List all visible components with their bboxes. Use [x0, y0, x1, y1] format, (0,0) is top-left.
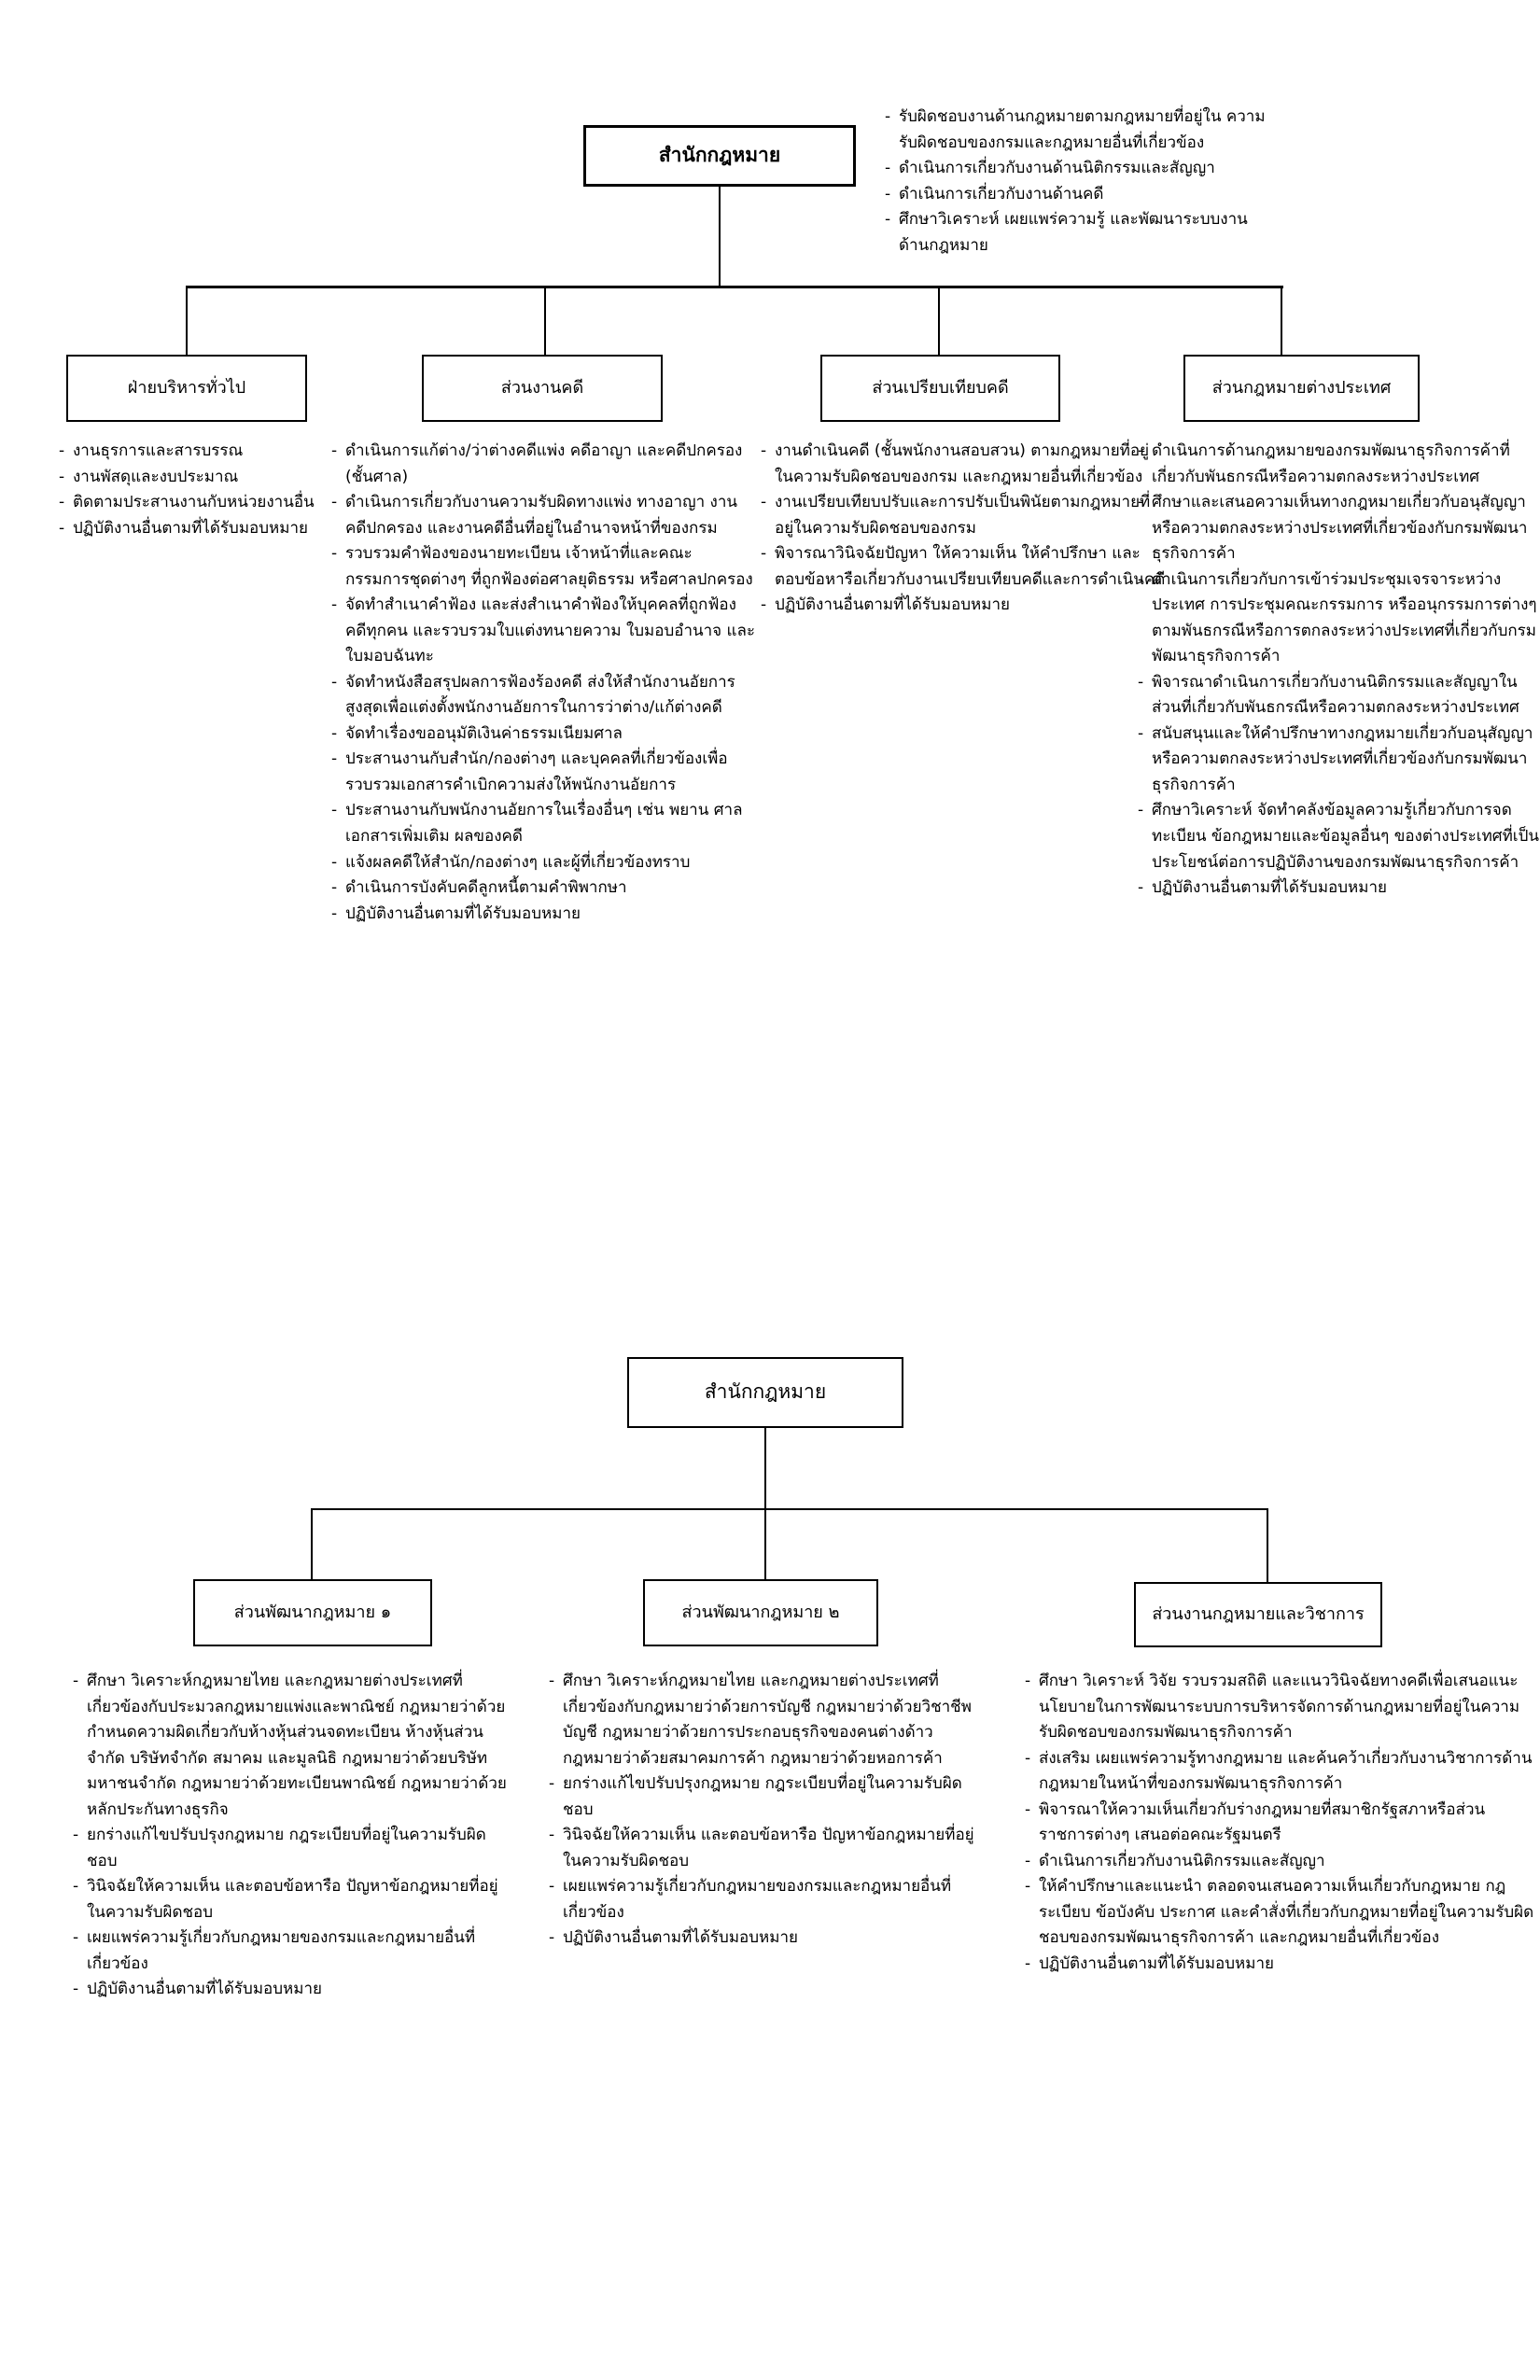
duties-legal-academic — [1022, 1669, 1537, 1977]
dept-label: ฝ่ายบริหารทั่วไป — [127, 378, 246, 399]
duty-item: - งานพัสดุและงบประมาณ — [56, 465, 341, 491]
duty-item: - ศึกษาวิเคราะห์ จัดทำคลังข้อมูลความรู้เกี่ยวกับการจดทะเบียน ข้อกฎหมายและข้อมูลอื่นๆ ของต่างประเทศที่เป็นประโยชน์ต่อการปฏิบัติงานของกรมพัฒนาธุรกิจการค้า — [1135, 798, 1540, 875]
duty-item: - ดำเนินการด้านกฎหมายของกรมพัฒนาธุรกิจการค้าที่เกี่ยวกับพันธกรณีหรือความตกลงระหว่างประเทศ — [1135, 439, 1540, 490]
duty-item: - เผยแพร่ความรู้เกี่ยวกับกฎหมายของกรมและกฎหมายอื่นที่เกี่ยวข้อง — [70, 1925, 513, 1977]
duties-litigation — [329, 439, 756, 927]
connector-stub-2-1 — [311, 1508, 313, 1579]
duty-item: - ดำเนินการเกี่ยวกับงานนิติกรรมและสัญญา — [1022, 1849, 1537, 1875]
duty-item: - ศึกษา วิเคราะห์ วิจัย รวบรวมสถิติ และแนววินิจฉัยทางคดีเพื่อเสนอแนะนโยบายในการพัฒนาระบบการบริหารจัดการด้านกฎหมายที่อยู่ในความรับผิดชอบของกรมพัฒนาธุรกิจการค้า — [1022, 1669, 1537, 1746]
duties-case-settlement — [758, 439, 1167, 619]
duty-item: - จัดทำเรื่องขออนุมัติเงินค่าธรรมเนียมศาล — [329, 721, 756, 748]
chart2-root-box — [627, 1357, 903, 1428]
connector-root-vertical-2 — [764, 1428, 766, 1579]
duty-item: - ติดตามประสานงานกับหน่วยงานอื่น — [56, 490, 341, 516]
duties-law-development-2 — [546, 1669, 992, 1952]
connector-stub-1 — [186, 286, 188, 357]
duty-item: - แจ้งผลคดีให้สำนัก/กองต่างๆ และผู้ที่เกี่ยวข้องทราบ — [329, 850, 756, 876]
duty-item: - งานธุรการและสารบรรณ — [56, 439, 341, 465]
dept-label: ส่วนงานคดี — [500, 378, 584, 399]
duty-item: - รับผิดชอบงานด้านกฎหมายตามกฎหมายที่อยู่ใน ความรับผิดชอบของกรมและกฎหมายอื่นที่เกี่ยวข้อง — [882, 105, 1267, 156]
duty-item: - ประสานงานกับสำนัก/กองต่างๆ และบุคคลที่เกี่ยวข้องเพื่อรวบรวมเอกสารคำเบิกความส่งให้พนักงานอัยการ — [329, 747, 756, 798]
dept-box-litigation — [422, 355, 663, 422]
duty-item: - ดำเนินการบังคับคดีลูกหนี้ตามคำพิพากษา — [329, 875, 756, 902]
duty-item: - ศึกษาและเสนอความเห็นทางกฎหมายเกี่ยวกับอนุสัญญาหรือความตกลงระหว่างประเทศที่เกี่ยวข้องกับกรมพัฒนาธุรกิจการค้า — [1135, 490, 1540, 567]
duty-item: - รวบรวมคำฟ้องของนายทะเบียน เจ้าหน้าที่และคณะกรรมการชุดต่างๆ ที่ถูกฟ้องต่อศาลยุติธรรม หรือศาลปกครอง — [329, 541, 756, 593]
connector-stub-2-3 — [1267, 1508, 1268, 1582]
duty-item: - ยกร่างแก้ไขปรับปรุงกฎหมาย กฎระเบียบที่อยู่ในความรับผิดชอบ — [70, 1823, 513, 1874]
duty-item: - ปฏิบัติงานอื่นตามที่ได้รับมอบหมาย — [546, 1925, 992, 1952]
duty-item: - ปฏิบัติงานอื่นตามที่ได้รับมอบหมาย — [70, 1977, 513, 2003]
duty-item: - ดำเนินการเกี่ยวกับงานความรับผิดทางแพ่ง ทางอาญา งานคดีปกครอง และงานคดีอื่นที่อยู่ในอำนาจหน้าที่ของกรม — [329, 490, 756, 541]
connector-horizontal-2 — [311, 1508, 1268, 1510]
duty-item: - วินิจฉัยให้ความเห็น และตอบข้อหารือ ปัญหาข้อกฎหมายที่อยู่ในความรับผิดชอบ — [546, 1823, 992, 1874]
duty-item: - ศึกษา วิเคราะห์กฎหมายไทย และกฎหมายต่างประเทศที่เกี่ยวข้องกับประมวลกฎหมายแพ่งและพาณิชย์ กฎหมายว่าด้วยกำหนดความผิดเกี่ยวกับห้างหุ้นส่วนจดทะเบียน ห้างหุ้นส่วนจำกัด บริษัทจำกัด สมาคม และมูลนิธิ กฎหมายว่าด้วยบริษัทมหาชนจำกัด กฎหมายว่าด้วยทะเบียนพาณิชย์ กฎหมายว่าด้วยหลักประกันทางธุรกิจ — [70, 1669, 513, 1823]
duty-item: - สนับสนุนและให้คำปรึกษาทางกฎหมายเกี่ยวกับอนุสัญญาหรือความตกลงระหว่างประเทศที่เกี่ยวข้องกับกรมพัฒนาธุรกิจการค้า — [1135, 721, 1540, 799]
dept-box-law-development-2 — [643, 1579, 878, 1646]
dept-box-case-settlement — [820, 355, 1060, 422]
duty-item: - ประสานงานกับพนักงานอัยการในเรื่องอื่นๆ เช่น พยาน ศาล เอกสารเพิ่มเติม ผลของคดี — [329, 798, 756, 849]
dept-label: ส่วนกฎหมายต่างประเทศ — [1211, 378, 1392, 399]
chart1-root-duties-list — [882, 105, 1267, 259]
duties-law-development-1 — [70, 1669, 513, 2003]
duty-item: - ปฏิบัติงานอื่นตามที่ได้รับมอบหมาย — [758, 593, 1167, 619]
duty-item: - งานเปรียบเทียบปรับและการปรับเป็นพินัยตามกฎหมายที่อยู่ในความรับผิดชอบของกรม — [758, 490, 1167, 541]
duty-item: - ให้คำปรึกษาและแนะนำ ตลอดจนเสนอความเห็นเกี่ยวกับกฎหมาย กฎ ระเบียบ ข้อบังคับ ประกาศ และคำสั่งที่เกี่ยวกับกฎหมายที่อยู่ในความรับผิดชอบของกรมพัฒนาธุรกิจการค้า และกฎหมายอื่นที่เกี่ยวข้อง — [1022, 1874, 1537, 1952]
duty-item: - ปฏิบัติงานอื่นตามที่ได้รับมอบหมาย — [329, 902, 756, 928]
duty-item: - ส่งเสริม เผยแพร่ความรู้ทางกฎหมาย และค้นคว้าเกี่ยวกับงานวิชาการด้านกฎหมายในหน้าที่ของกรมพัฒนาธุรกิจการค้า — [1022, 1746, 1537, 1798]
connector-stub-2 — [544, 286, 546, 357]
connector-stub-3 — [938, 286, 940, 357]
chart1-root-box — [583, 125, 856, 187]
dept-label: ส่วนพัฒนากฎหมาย ๑ — [233, 1603, 392, 1623]
duties-general-admin — [56, 439, 341, 541]
duty-item: - จัดทำสำเนาคำฟ้อง และส่งสำเนาคำฟ้องให้บุคคลที่ถูกฟ้องคดีทุกคน และรวบรวมใบแต่งทนายความ ใบมอบอำนาจ และใบมอบฉันทะ — [329, 593, 756, 670]
dept-label: ส่วนงานกฎหมายและวิชาการ — [1152, 1604, 1365, 1625]
duty-item: - ศึกษา วิเคราะห์กฎหมายไทย และกฎหมายต่างประเทศที่เกี่ยวข้องกับกฎหมายว่าด้วยการบัญชี กฎหมายว่าด้วยวิชาชีพบัญชี กฎหมายว่าด้วยการประกอบธุรกิจของคนต่างด้าว กฎหมายว่าด้วยสมาคมการค้า กฎหมายว่าด้วยหอการค้า — [546, 1669, 992, 1771]
duty-item: - พิจารณาวินิจฉัยปัญหา ให้ความเห็น ให้คำปรึกษา และตอบข้อหารือเกี่ยวกับงานเปรียบเทียบคดีและการดำเนินคดี — [758, 541, 1167, 593]
duty-item: - ดำเนินการแก้ต่าง/ว่าต่างคดีแพ่ง คดีอาญา และคดีปกครอง (ชั้นศาล) — [329, 439, 756, 490]
duty-item: - วินิจฉัยให้ความเห็น และตอบข้อหารือ ปัญหาข้อกฎหมายที่อยู่ในความรับผิดชอบ — [70, 1874, 513, 1925]
connector-root-vertical — [719, 187, 721, 287]
duty-item: - ปฏิบัติงานอื่นตามที่ได้รับมอบหมาย — [1022, 1952, 1537, 1978]
duty-item: - ศึกษาวิเคราะห์ เผยแพร่ความรู้ และพัฒนาระบบงาน ด้านกฎหมาย — [882, 207, 1267, 259]
duty-item: - จัดทำหนังสือสรุปผลการฟ้องร้องคดี ส่งให้สำนักงานอัยการสูงสุดเพื่อแต่งตั้งพนักงานอัยการในการว่าต่าง/แก้ต่างคดี — [329, 670, 756, 721]
dept-box-law-development-1 — [193, 1579, 432, 1646]
dept-box-general-admin — [66, 355, 307, 422]
duty-item: - เผยแพร่ความรู้เกี่ยวกับกฎหมายของกรมและกฎหมายอื่นที่เกี่ยวข้อง — [546, 1874, 992, 1925]
duties-foreign-law — [1135, 439, 1540, 902]
chart2-root-label: สำนักกฎหมาย — [704, 1380, 827, 1404]
duty-item: - งานดำเนินคดี (ชั้นพนักงานสอบสวน) ตามกฎหมายที่อยู่ในความรับผิดชอบของกรม และกฎหมายอื่นที่เกี่ยวข้อง — [758, 439, 1167, 490]
connector-horizontal — [186, 286, 1283, 288]
duty-item: - ดำเนินการเกี่ยวกับงานด้านคดี — [882, 182, 1267, 208]
duty-item: - ดำเนินการเกี่ยวกับการเข้าร่วมประชุมเจรจาระหว่างประเทศ การประชุมคณะกรรมการ หรืออนุกรรมการต่างๆ ตามพันธกรณีหรือการตกลงระหว่างประเทศที่เกี่ยวกับกรมพัฒนาธุรกิจการค้า — [1135, 567, 1540, 670]
dept-label: ส่วนเปรียบเทียบคดี — [872, 378, 1009, 399]
dept-label: ส่วนพัฒนากฎหมาย ๒ — [681, 1603, 840, 1623]
duty-item: - ยกร่างแก้ไขปรับปรุงกฎหมาย กฎระเบียบที่อยู่ในความรับผิดชอบ — [546, 1771, 992, 1823]
duty-item: - พิจารณาดำเนินการเกี่ยวกับงานนิติกรรมและสัญญาในส่วนที่เกี่ยวกับพันธกรณีหรือความตกลงระหว่างประเทศ — [1135, 670, 1540, 721]
connector-stub-4 — [1281, 286, 1282, 357]
chart1-root-label: สำนักกฎหมาย — [658, 144, 781, 167]
duty-item: - ปฏิบัติงานอื่นตามที่ได้รับมอบหมาย — [56, 516, 341, 542]
dept-box-foreign-law — [1183, 355, 1420, 422]
duty-item: - พิจารณาให้ความเห็นเกี่ยวกับร่างกฎหมายที่สมาชิกรัฐสภาหรือส่วนราชการต่างๆ เสนอต่อคณะรัฐมนตรี — [1022, 1798, 1537, 1849]
dept-box-legal-academic — [1134, 1582, 1382, 1647]
duty-item: - ดำเนินการเกี่ยวกับงานด้านนิติกรรมและสัญญา — [882, 156, 1267, 182]
duty-item: - ปฏิบัติงานอื่นตามที่ได้รับมอบหมาย — [1135, 875, 1540, 902]
